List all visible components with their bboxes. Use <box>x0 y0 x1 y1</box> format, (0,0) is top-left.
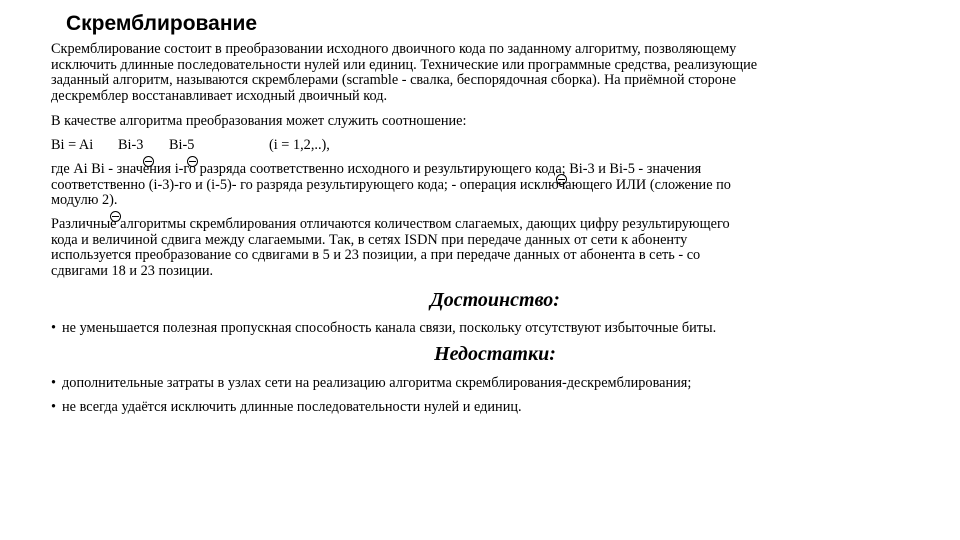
text-line: используется преобразование со сдвигами в 5 и 23 позиции, а при передаче данных от абонента в сеть - со <box>51 247 701 264</box>
text-line: сдвигами 18 и 23 позиции. <box>51 262 214 279</box>
text-line: кода и величиной сдвига между слагаемыми. Так, в сетях ISDN при передаче данных от сети к абоненту <box>51 231 688 248</box>
paragraph-algorithm <box>51 114 951 130</box>
list-item <box>51 399 522 415</box>
paragraph-intro <box>51 42 951 104</box>
text-line: где Ai Bi - значения i-го разряда соответственно исходного и результирующего кода; Bi-3 и Bi-5 - значения <box>51 161 702 177</box>
formula <box>51 138 951 156</box>
text-line: модулю 2). <box>51 192 118 209</box>
text-line: исключить длинные последовательности нулей или единиц. Технические или программные средства, реализующие <box>51 56 758 73</box>
formula-index: (i = 1,2,..), <box>269 137 330 153</box>
list-item-text: дополнительные затраты в узлах сети на реализацию алгоритма скремблирования-дескремблирования; <box>62 375 692 391</box>
formula-term-2: Bi-5 <box>169 137 195 153</box>
xor-icon <box>110 211 121 222</box>
text-line: В качестве алгоритма преобразования может служить соотношение: <box>51 113 467 129</box>
text-line: дескремблер восстанавливает исходный двоичный код. <box>51 87 388 104</box>
bullet-icon: • <box>51 375 57 391</box>
text-line: Различные алгоритмы скремблирования отличаются количеством слагаемых, дающих цифру результирующего <box>51 216 730 232</box>
list-item <box>51 320 716 336</box>
formula-term-1: Bi-3 <box>118 137 144 153</box>
paragraph-algorithms <box>51 217 951 279</box>
bullet-icon: • <box>51 320 57 336</box>
xor-icon <box>143 156 154 167</box>
advantages-heading: Достоинство: <box>430 289 560 311</box>
list-item <box>51 375 691 391</box>
xor-icon <box>187 156 198 167</box>
text-line: соответственно (i-3)-го и (i-5)- го разряда результирующего кода; - операция исключающего ИЛИ (сложение по <box>51 176 731 193</box>
formula-lhs: Bi = Ai <box>51 137 94 153</box>
paragraph-definitions <box>51 162 951 209</box>
xor-icon <box>556 174 567 185</box>
list-item-text: не уменьшается полезная пропускная способность канала связи, поскольку отсутствуют избыточные биты. <box>62 320 717 336</box>
disadvantages-heading: Недостатки: <box>434 343 556 365</box>
slide-title: Скремблирование <box>66 12 258 35</box>
bullet-icon: • <box>51 399 57 415</box>
text-line: Скремблирование состоит в преобразовании исходного двоичного кода по заданному алгоритму, позволяющему <box>51 41 737 57</box>
text-line: заданный алгоритм, называются скремблерами (scramble - свалка, беспорядочная сборка). На приёмной стороне <box>51 72 736 89</box>
list-item-text: не всегда удаётся исключить длинные последовательности нулей и единиц. <box>62 399 522 415</box>
